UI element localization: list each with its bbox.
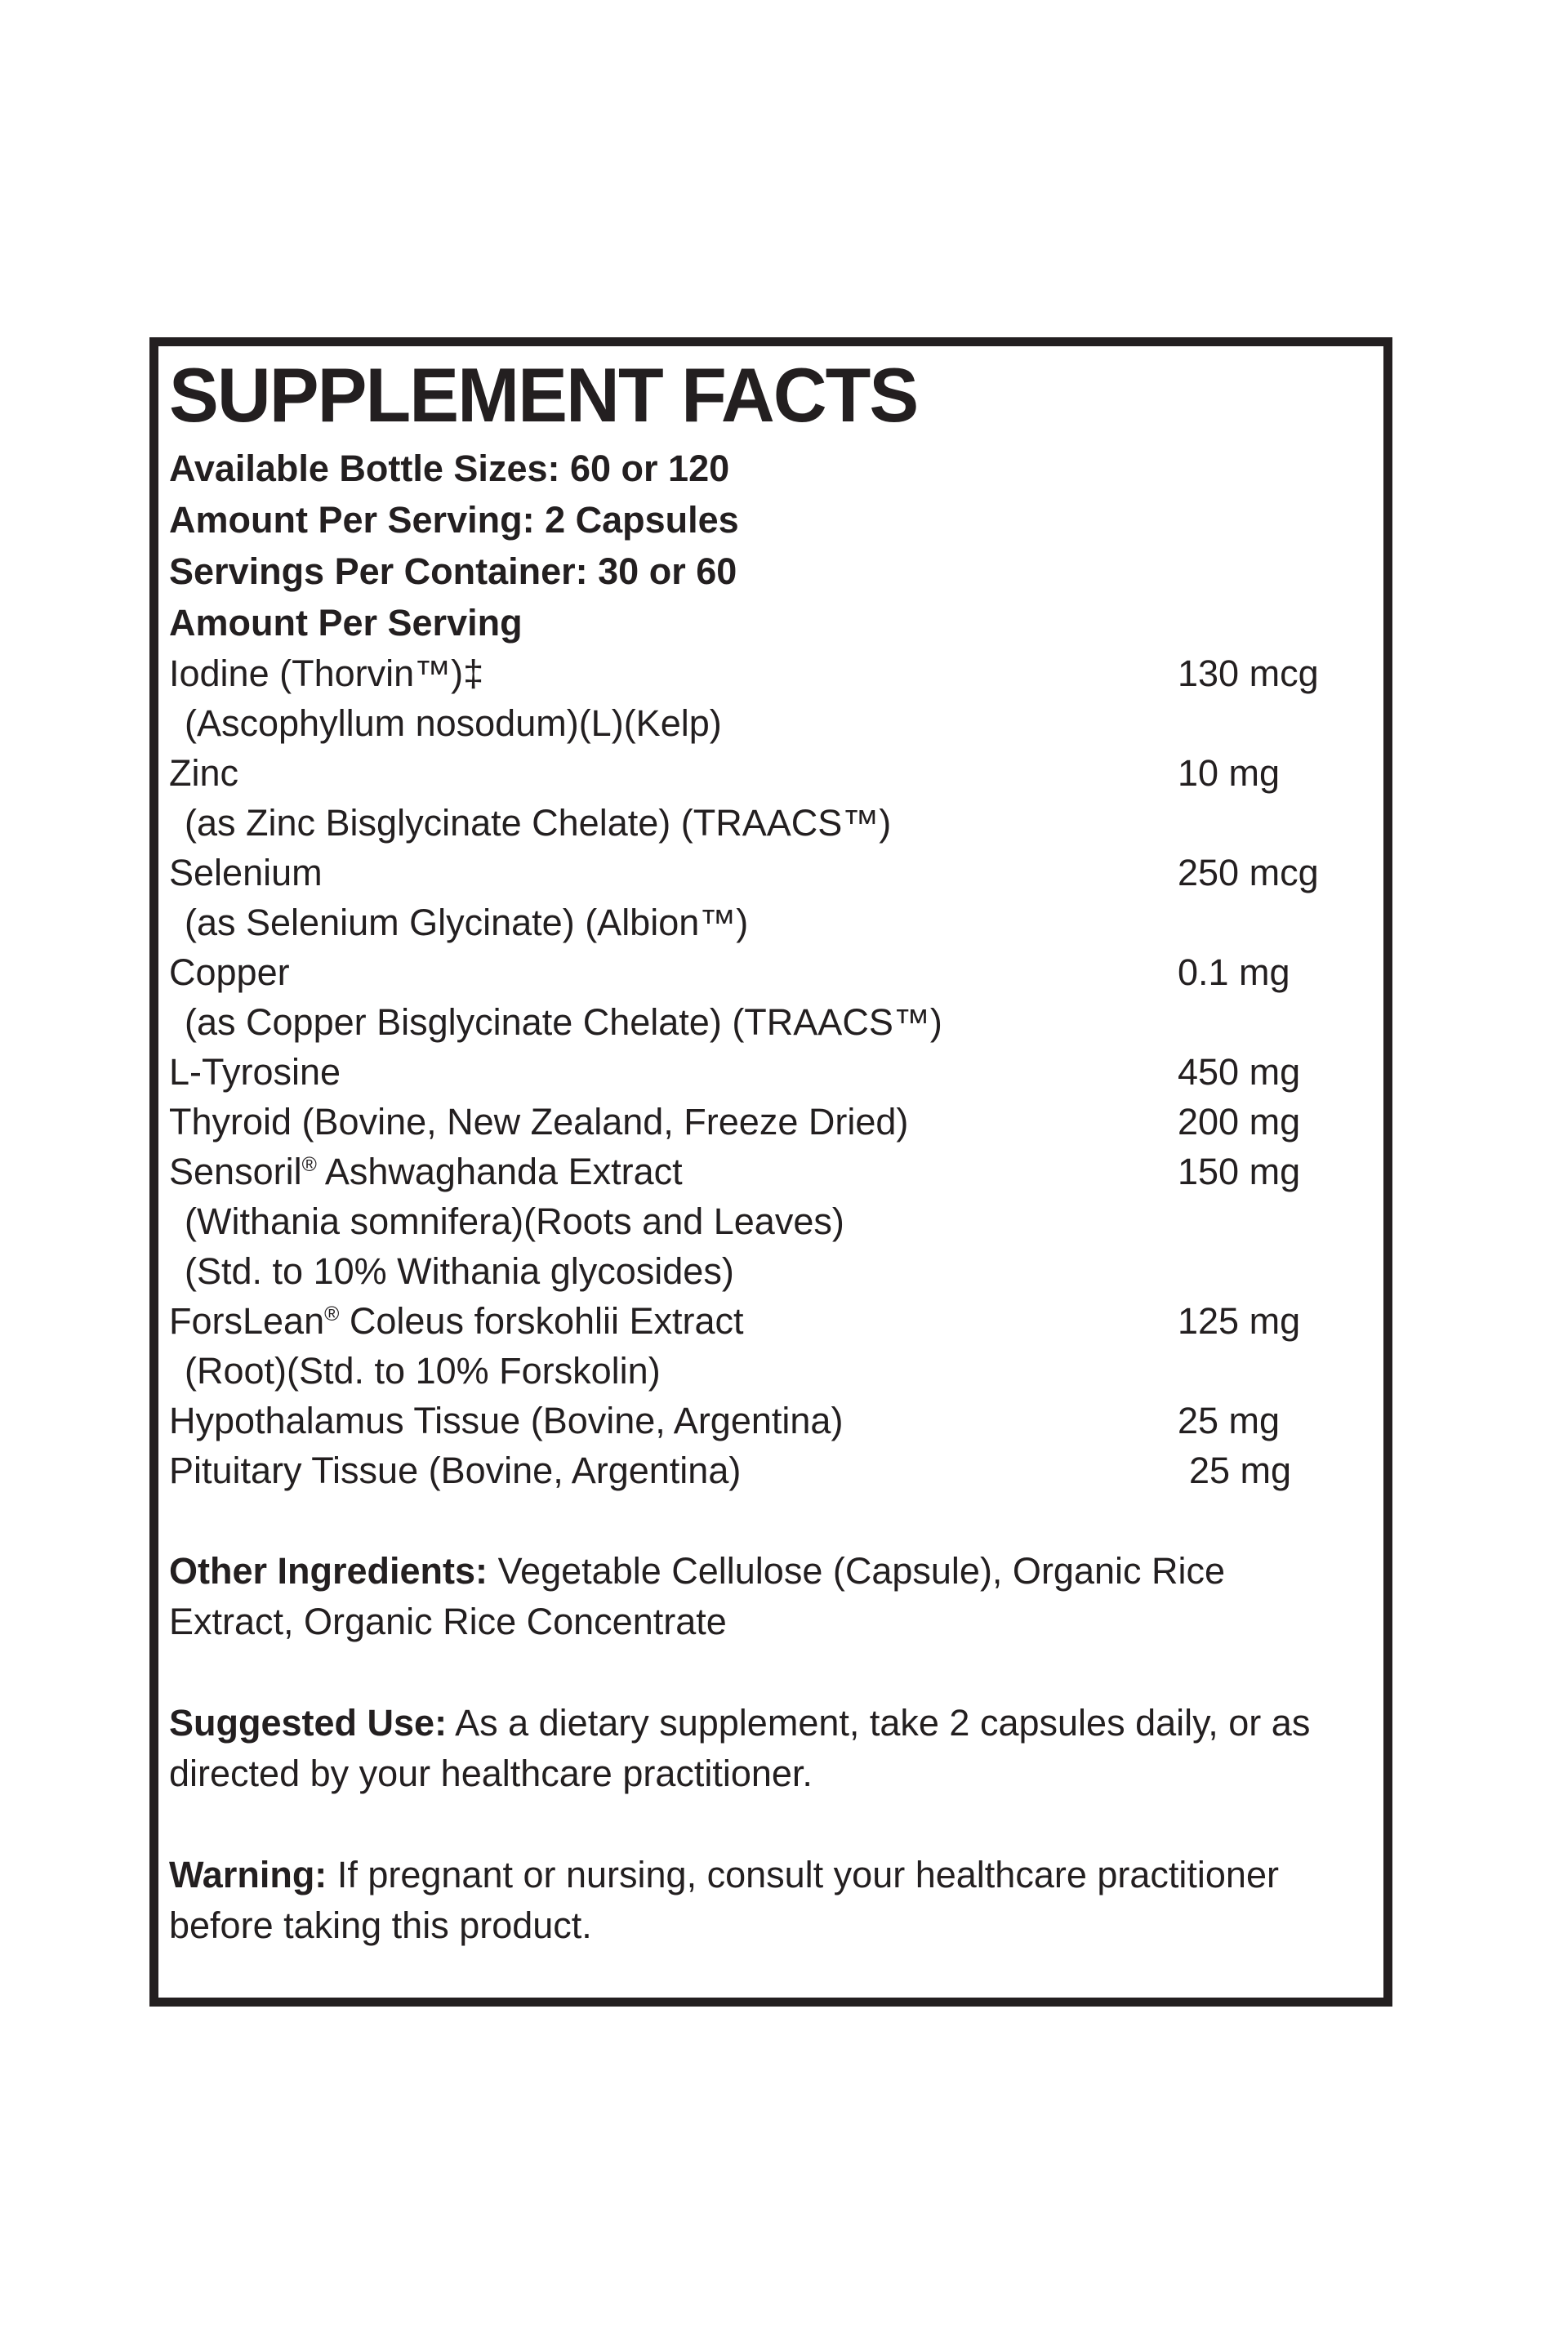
ingredient-name: Thyroid (Bovine, New Zealand, Freeze Dried) [169, 1101, 909, 1143]
ingredient-row [169, 1047, 1367, 1097]
ingredient-name: ForsLean® Coleus forskohlii Extract [169, 1300, 744, 1342]
ingredient-amount: 25 mg [1178, 1400, 1281, 1441]
warning-text: If pregnant or nursing, consult your healthcare practitioner before taking this product. [169, 1854, 1279, 1946]
ingredient-amount: 25 mg [1189, 1450, 1292, 1491]
ingredient-name: Pituitary Tissue (Bovine, Argentina) [169, 1450, 742, 1491]
ingredient-row [169, 1097, 1367, 1147]
ingredient-name: Copper [169, 951, 290, 993]
ingredient-amount: 125 mg [1178, 1300, 1301, 1342]
ingredient-detail-line: (Withania somnifera)(Roots and Leaves) [185, 1200, 844, 1242]
ingredient-amount: 10 mg [1178, 752, 1281, 794]
other-ingredients-label: Other Ingredients: [169, 1550, 488, 1592]
warning-paragraph [169, 1850, 1345, 1951]
ingredient-amount: 200 mg [1178, 1101, 1301, 1143]
registered-trademark-symbol: ® [301, 1154, 317, 1176]
ingredient-list [169, 648, 1367, 1495]
ingredient-row [169, 1296, 1367, 1346]
ingredient-row [169, 947, 1367, 997]
ingredient-amount: 0.1 mg [1178, 951, 1290, 993]
ingredient-row [169, 848, 1367, 898]
ingredient-name: Iodine (Thorvin™)‡ [169, 653, 484, 694]
suggested-use-label: Suggested Use: [169, 1702, 448, 1744]
suggested-use-text: As a dietary supplement, take 2 capsules daily, or as directed by your healthcare practitioner. [169, 1702, 1311, 1794]
supplement-facts-panel [149, 337, 1392, 2007]
suggested-use-paragraph [169, 1698, 1345, 1799]
ingredient-detail-line: (as Zinc Bisglycinate Chelate) (TRAACS™) [185, 802, 892, 844]
servings-per-container-line: Servings Per Container: 30 or 60 [169, 550, 737, 592]
ingredient-amount: 130 mcg [1178, 653, 1319, 694]
amount-per-serving-header: Amount Per Serving [169, 602, 523, 644]
panel-title: SUPPLEMENT FACTS [169, 352, 918, 438]
ingredient-detail-line: (as Copper Bisglycinate Chelate) (TRAACS™) [185, 1001, 942, 1043]
ingredient-detail-line: (as Selenium Glycinate) (Albion™) [185, 902, 749, 943]
amount-per-serving-line: Amount Per Serving: 2 Capsules [169, 499, 739, 541]
registered-trademark-symbol: ® [324, 1303, 340, 1325]
warning-label: Warning: [169, 1854, 327, 1895]
ingredient-detail-line: (Ascophyllum nosodum)(L)(Kelp) [185, 702, 722, 744]
other-ingredients-text: Vegetable Cellulose (Capsule), Organic Rice Extract, Organic Rice Concentrate [169, 1550, 1226, 1642]
ingredient-row [169, 748, 1367, 798]
ingredient-name: L-Tyrosine [169, 1051, 341, 1093]
ingredient-name: Hypothalamus Tissue (Bovine, Argentina) [169, 1400, 844, 1441]
ingredient-name: Sensoril® Ashwaghanda Extract [169, 1151, 683, 1192]
ingredient-amount: 150 mg [1178, 1151, 1301, 1192]
ingredient-name: Zinc [169, 752, 239, 794]
ingredient-row [169, 648, 1367, 698]
ingredient-detail-line: (Root)(Std. to 10% Forskolin) [185, 1350, 661, 1392]
ingredient-amount: 250 mcg [1178, 852, 1319, 893]
ingredient-detail-line: (Std. to 10% Withania glycosides) [185, 1250, 734, 1292]
ingredient-name: Selenium [169, 852, 323, 893]
available-bottle-sizes-line: Available Bottle Sizes: 60 or 120 [169, 448, 730, 489]
ingredient-row [169, 1396, 1367, 1446]
ingredient-row [169, 1446, 1367, 1495]
ingredient-row [169, 1147, 1367, 1196]
ingredient-amount: 450 mg [1178, 1051, 1301, 1093]
other-ingredients-paragraph [169, 1546, 1345, 1647]
bottle-info-block [169, 443, 1367, 597]
